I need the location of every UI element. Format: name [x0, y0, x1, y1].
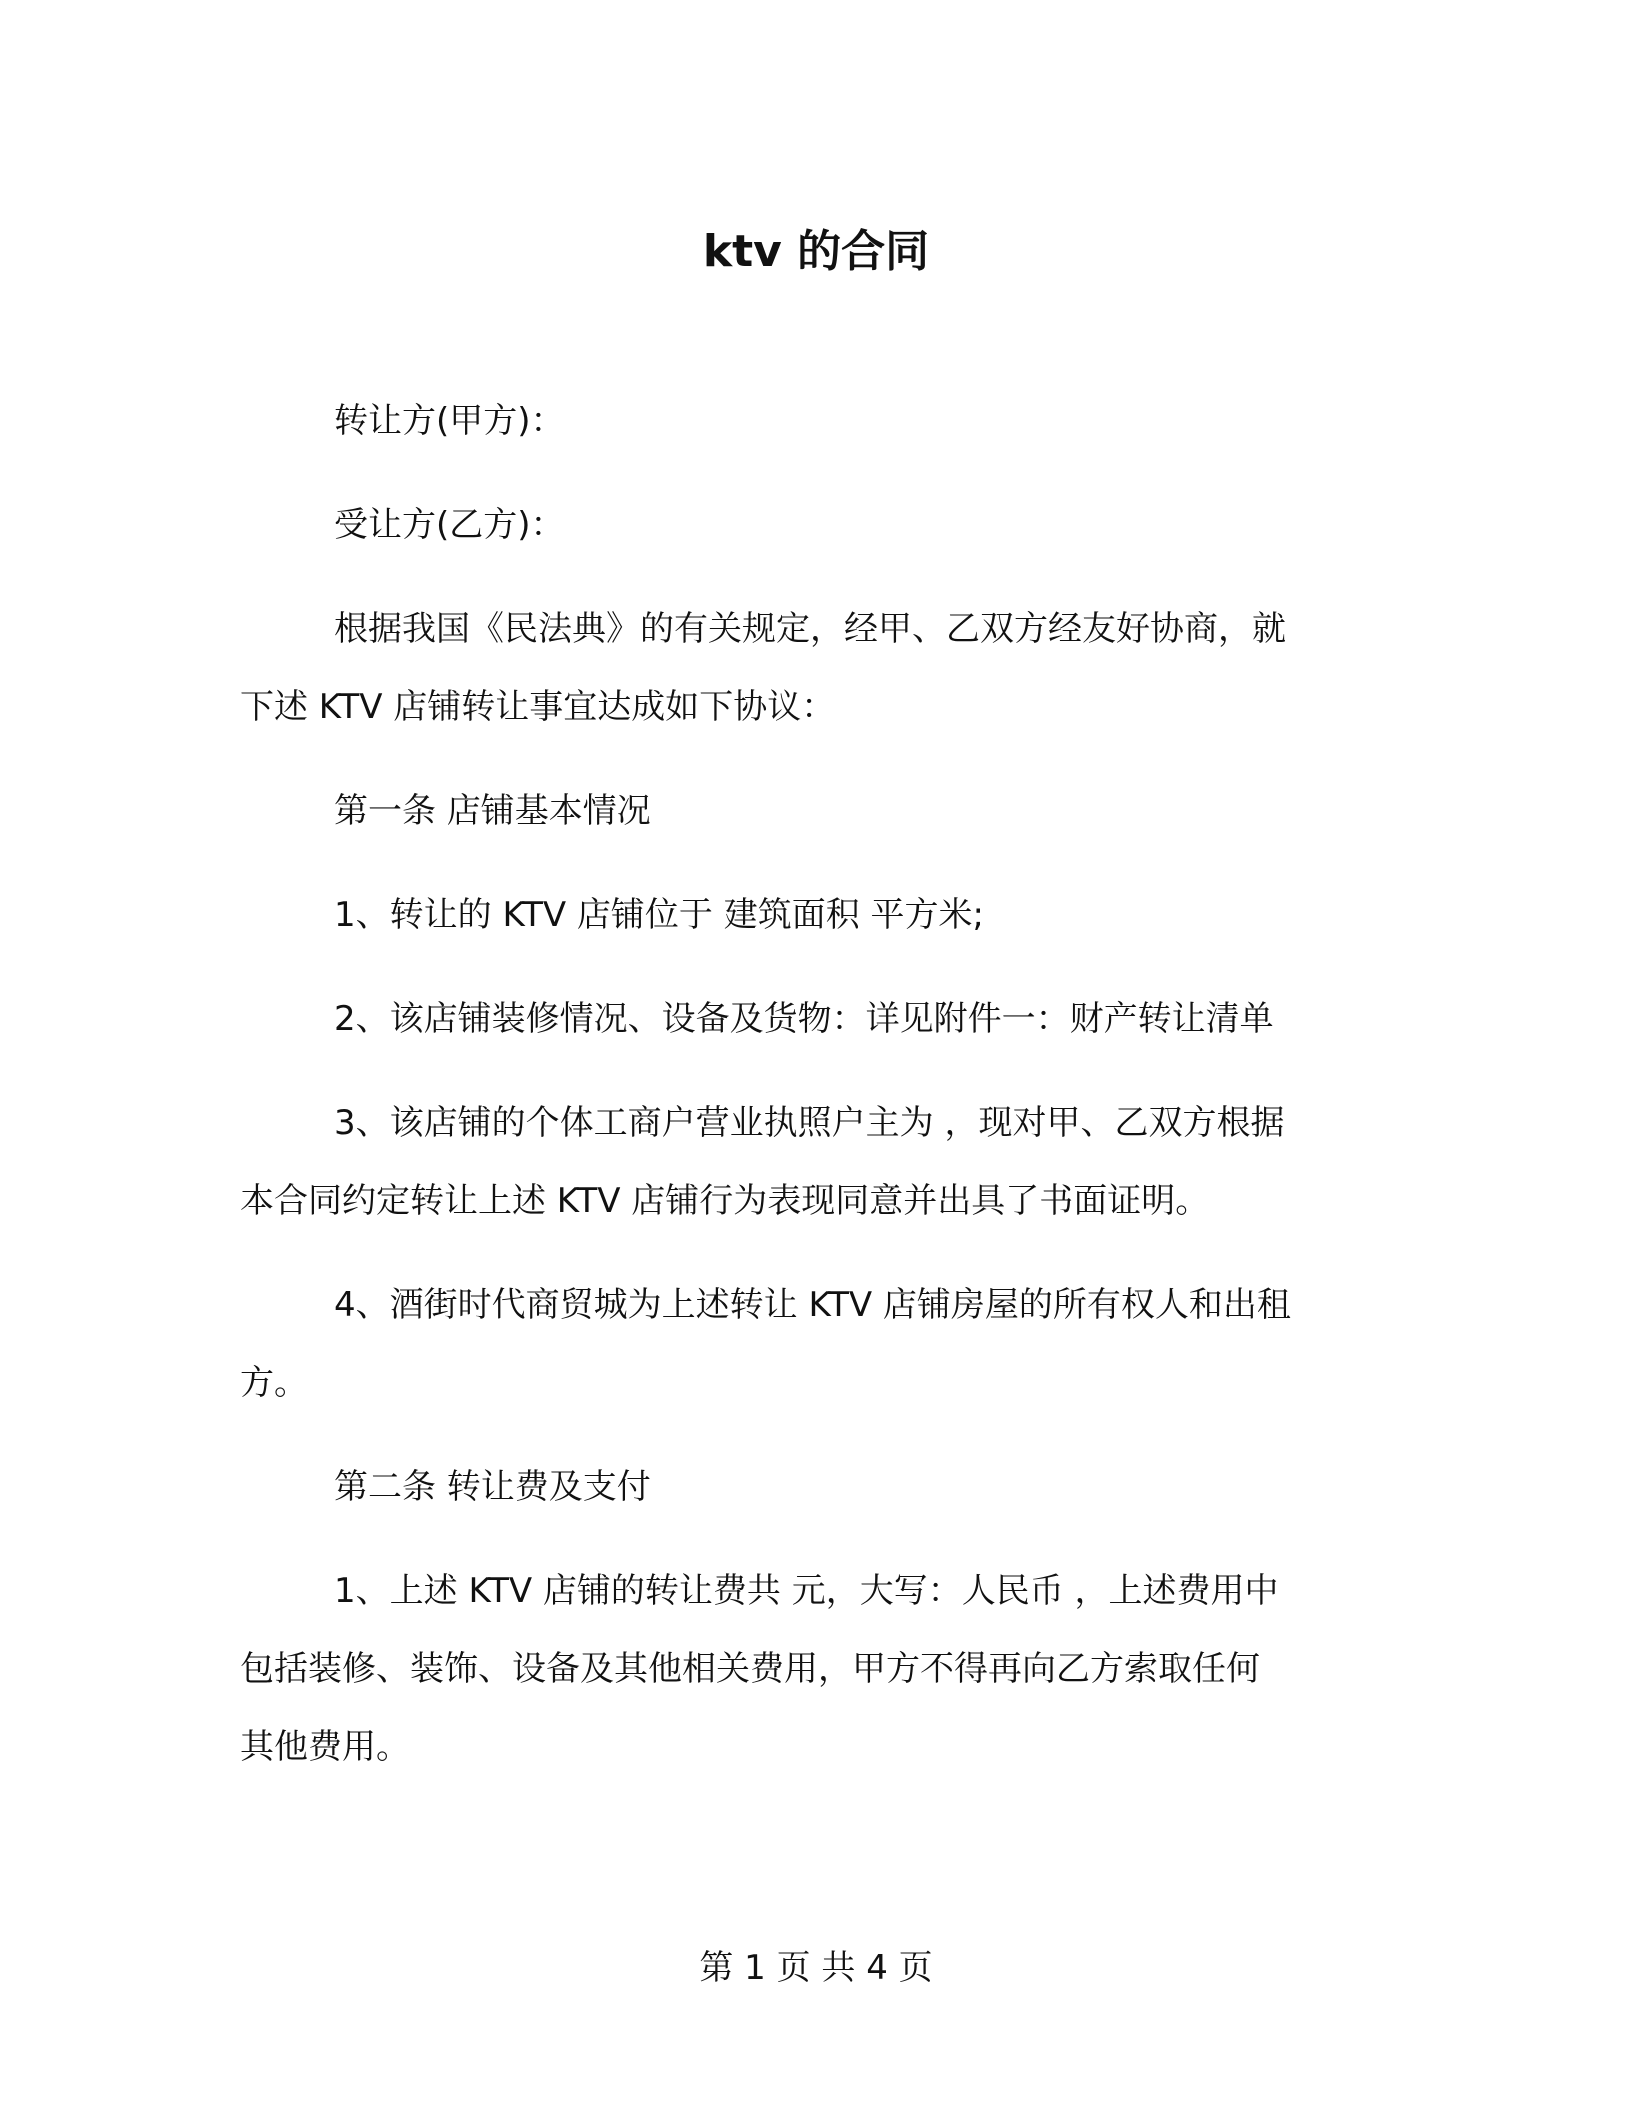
article-2-item-1-line-3: 其他费用。 — [240, 1727, 410, 1767]
document-title: ktv 的合同 — [702, 226, 930, 277]
transferor-line: 转让方(甲方)： — [334, 401, 565, 441]
article-1-item-1: 1、转让的 KTV 店铺位于 建筑面积 平方米; — [334, 895, 984, 935]
article-2-heading: 第二条 转让费及支付 — [334, 1467, 651, 1507]
page-number-footer: 第 1 页 共 4 页 — [699, 1948, 933, 1988]
article-1-item-3-line-1: 3、该店铺的个体工商户营业执照户主为 ，现对甲、乙双方根据 — [334, 1103, 1285, 1143]
transferee-line: 受让方(乙方)： — [334, 505, 565, 545]
article-1-item-4-line-1: 4、酒街时代商贸城为上述转让 KTV 店铺房屋的所有权人和出租 — [334, 1285, 1291, 1325]
article-2-item-1-line-1: 1、上述 KTV 店铺的转让费共 元，大写：人民币 ，上述费用中 — [334, 1571, 1279, 1611]
article-1-heading: 第一条 店铺基本情况 — [334, 791, 651, 831]
preamble-line-2: 下述 KTV 店铺转让事宜达成如下协议： — [240, 687, 836, 727]
article-1-item-4-line-2: 方。 — [240, 1363, 308, 1403]
article-1-item-3-line-2: 本合同约定转让上述 KTV 店铺行为表现同意并出具了书面证明。 — [240, 1181, 1210, 1221]
preamble-line-1: 根据我国《民法典》的有关规定，经甲、乙双方经友好协商，就 — [334, 609, 1286, 649]
article-2-item-1-line-2: 包括装修、装饰、设备及其他相关费用，甲方不得再向乙方索取任何 — [240, 1649, 1260, 1689]
article-1-item-2: 2、该店铺装修情况、设备及货物：详见附件一：财产转让清单 — [334, 999, 1274, 1039]
